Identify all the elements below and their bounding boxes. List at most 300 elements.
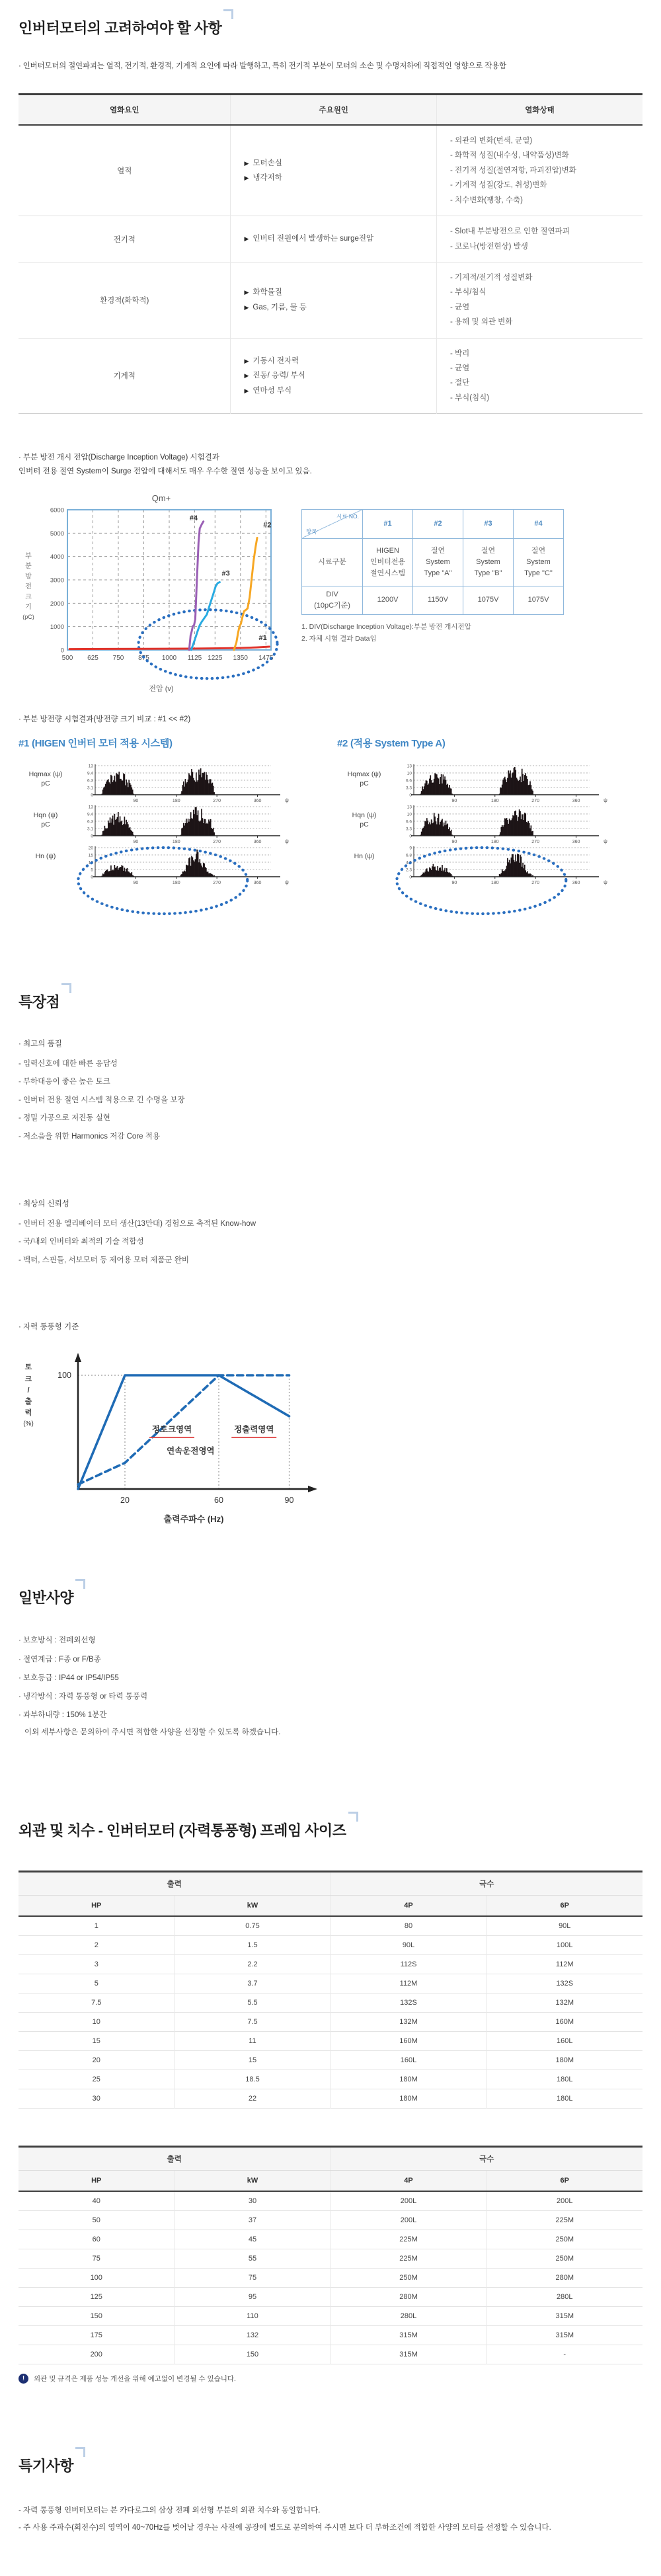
table-row bbox=[19, 1993, 642, 2012]
state-item: - 박리 bbox=[449, 349, 470, 358]
svg-text:0: 0 bbox=[91, 834, 93, 839]
column-header-cell: HP bbox=[19, 2170, 175, 2191]
features-group bbox=[19, 1198, 642, 1270]
sample-row-label bbox=[302, 586, 363, 614]
frame-table-head bbox=[19, 2146, 642, 2191]
features-item: - 부하대응이 좋은 높은 토크 bbox=[19, 1078, 110, 1086]
table-cell: 180L bbox=[486, 2070, 642, 2089]
svg-text:0: 0 bbox=[91, 793, 93, 798]
table-cell: 200 bbox=[90, 2350, 102, 2358]
cause-text: Gas, 기름, 물 등 bbox=[253, 303, 307, 311]
svg-text:360: 360 bbox=[572, 798, 580, 803]
section-dimensions bbox=[19, 1820, 642, 2384]
state-item: - 용해 및 외관 변화 bbox=[449, 318, 513, 327]
cause-text: 화학물질 bbox=[253, 288, 282, 297]
table-cell: 132M bbox=[330, 2012, 486, 2031]
intro-text: · 인버터모터의 절연파괴는 열적, 전기적, 환경적, 기계적 요인에 따라 발행하고, 특히 전기적 부분이 모터의 소손 및 수명저하에 직접적인 영향으로 작용함 bbox=[19, 62, 506, 70]
discharge-heading: · 부분 방전량 시험결과(방전량 크기 비교 : #1 << #2) bbox=[19, 715, 191, 723]
table-cell: 80 bbox=[330, 1916, 486, 1936]
svg-text:750: 750 bbox=[112, 654, 124, 662]
svg-text:정출력영역: 정출력영역 bbox=[234, 1425, 274, 1435]
table-row bbox=[19, 338, 642, 414]
table-cell: 315M bbox=[330, 2325, 486, 2345]
qm-chart-title: Qm+ bbox=[151, 493, 171, 503]
svg-text:270: 270 bbox=[531, 798, 539, 803]
table-cell: 150 bbox=[175, 2345, 330, 2364]
y-label-char: / bbox=[27, 1386, 30, 1394]
value-line: 인버터전용 bbox=[369, 557, 406, 566]
value-line: 1075V bbox=[477, 596, 499, 604]
svg-text:90: 90 bbox=[451, 798, 457, 803]
group-header-cell: 극수 bbox=[330, 1871, 642, 1895]
label-line: (10pC기준) bbox=[314, 601, 350, 610]
svg-text:625: 625 bbox=[87, 654, 98, 662]
svg-text:3.3: 3.3 bbox=[405, 785, 412, 791]
histogram-row bbox=[337, 762, 642, 803]
table-cell: 200L bbox=[486, 2191, 642, 2211]
sample-value-cell bbox=[363, 538, 413, 586]
value-line: Type "A" bbox=[424, 569, 452, 577]
svg-text:1125: 1125 bbox=[187, 654, 202, 662]
page-title bbox=[19, 17, 233, 38]
value-line: System bbox=[526, 557, 551, 566]
torque-chart bbox=[19, 1336, 642, 1529]
table-cell: 20 bbox=[92, 2056, 100, 2064]
qm-chart bbox=[19, 493, 284, 694]
svg-text:90: 90 bbox=[133, 880, 139, 885]
histogram-label-line: pC bbox=[360, 780, 369, 788]
svg-text:6.3: 6.3 bbox=[87, 778, 93, 784]
y-label-char: 전 bbox=[25, 583, 32, 591]
sample-note-line: 2. 자체 시험 결과 Data임 bbox=[301, 634, 377, 643]
frame-table-body bbox=[19, 1916, 642, 2109]
pd-panel-title: #2 (적용 System Type A) bbox=[337, 737, 446, 749]
table-cell: 90L bbox=[330, 1935, 486, 1954]
table-cell: 225M bbox=[486, 2210, 642, 2230]
state-item: - 부식/침식 bbox=[449, 288, 486, 297]
value-line: System bbox=[476, 557, 500, 566]
special-note-item: - 자력 통풍형 인버터모터는 본 카다로그의 삼상 전폐 외선형 부분의 외관 치수와 동일합니다. bbox=[19, 2506, 321, 2515]
triangle-bullet-icon: ▶ bbox=[244, 235, 249, 243]
table-cell: 200L bbox=[330, 2210, 486, 2230]
table-cell: 180M bbox=[330, 2070, 486, 2089]
histogram-label-line: Hqn (ψ) bbox=[33, 811, 58, 819]
value-line: HIGEN bbox=[376, 546, 399, 555]
table-cell: 225M bbox=[330, 2230, 486, 2249]
table-cell: 132M bbox=[486, 1993, 642, 2012]
state-item: - 전기적 성질(절연저항, 파괴전압)변화 bbox=[449, 166, 576, 175]
dimensions-title bbox=[19, 1820, 358, 1840]
sample-table-header-row bbox=[302, 509, 564, 538]
svg-text:출력주파수 (Hz): 출력주파수 (Hz) bbox=[163, 1514, 224, 1525]
special-notes-list bbox=[19, 2502, 642, 2537]
corner-label-top: 시료 NO. bbox=[336, 512, 359, 520]
col-header-state: 열화상태 bbox=[436, 95, 642, 126]
histogram-label-line: pC bbox=[41, 780, 50, 788]
table-cell: 280L bbox=[330, 2306, 486, 2325]
table-row bbox=[19, 2249, 642, 2268]
spec-item: · 과부하내량 : 150% 1분간 bbox=[19, 1711, 107, 1720]
svg-text:100: 100 bbox=[58, 1371, 71, 1381]
features-item: - 국/내외 인버터와 최적의 기술 적합성 bbox=[19, 1238, 144, 1246]
sample-column-header: #3 bbox=[463, 509, 514, 538]
spec-item: · 보호등급 : IP44 or IP54/IP55 bbox=[19, 1673, 119, 1682]
degradation-factor-cell: 전기적 bbox=[113, 235, 136, 244]
histogram-label-line: pC bbox=[41, 821, 50, 829]
table-row bbox=[19, 216, 642, 262]
svg-text:60: 60 bbox=[214, 1496, 223, 1506]
histogram-canvas bbox=[391, 803, 629, 844]
degradation-factor-cell: 환경적(화학적) bbox=[100, 296, 149, 305]
svg-text:0: 0 bbox=[60, 647, 64, 655]
svg-text:6000: 6000 bbox=[50, 506, 64, 514]
histogram-label-line: Hn (ψ) bbox=[35, 852, 56, 860]
svg-text:360: 360 bbox=[572, 839, 580, 844]
svg-text:정토크영역: 정토크영역 bbox=[151, 1425, 192, 1435]
table-cell: 100 bbox=[90, 2273, 102, 2282]
triangle-bullet-icon: ▶ bbox=[244, 387, 249, 394]
table-cell: 160M bbox=[486, 2012, 642, 2031]
histogram-canvas bbox=[391, 844, 629, 922]
value-line: 절연 bbox=[531, 546, 546, 555]
degradation-states-cell bbox=[436, 262, 642, 338]
table-row bbox=[19, 1954, 642, 1974]
degradation-causes-cell bbox=[231, 216, 437, 262]
y-label-char: 출 bbox=[24, 1397, 32, 1406]
table-cell: 7.5 bbox=[91, 1998, 102, 2007]
histogram-row bbox=[337, 803, 642, 844]
svg-text:360: 360 bbox=[253, 839, 262, 844]
column-header-cell: 4P bbox=[330, 1895, 486, 1916]
features-title bbox=[19, 991, 71, 1012]
table-row bbox=[19, 2050, 642, 2070]
cause-item bbox=[244, 368, 423, 383]
degradation-factor-cell: 열적 bbox=[117, 167, 132, 176]
column-header-row bbox=[19, 2170, 642, 2191]
page-title-text: 인버터모터의 고려하여야 할 사항 bbox=[19, 20, 222, 36]
svg-text:ψ: ψ bbox=[603, 879, 607, 885]
column-header-row bbox=[19, 1895, 642, 1916]
svg-text:3.1: 3.1 bbox=[87, 785, 93, 791]
table-cell: 25 bbox=[92, 2075, 100, 2083]
special-notes-title bbox=[19, 2455, 85, 2475]
histogram-canvas bbox=[391, 762, 629, 803]
y-label-char: 부 bbox=[25, 552, 32, 560]
spec-item: · 보호방식 : 전폐외선형 bbox=[19, 1636, 96, 1645]
table-cell: 75 bbox=[175, 2268, 330, 2287]
histogram-label bbox=[19, 844, 73, 862]
spec-item: · 절연계급 : F종 or F/B종 bbox=[19, 1655, 101, 1664]
value-line: 1150V bbox=[428, 596, 448, 604]
table-cell: 315M bbox=[330, 2345, 486, 2364]
frame-table-body bbox=[19, 2191, 642, 2364]
svg-text:연속운전영역: 연속운전영역 bbox=[167, 1447, 215, 1457]
table-cell: 280M bbox=[330, 2287, 486, 2306]
svg-text:90: 90 bbox=[451, 839, 457, 844]
sample-value-cell bbox=[463, 538, 514, 586]
svg-text:6.8: 6.8 bbox=[405, 853, 412, 858]
table-cell: 250M bbox=[330, 2268, 486, 2287]
sample-table-notes bbox=[301, 622, 564, 645]
state-item: - 외관의 변화(번색, 균열) bbox=[449, 137, 533, 145]
sample-column-header: #4 bbox=[514, 509, 564, 538]
table-row bbox=[19, 2345, 642, 2364]
degradation-factor-cell: 기계적 bbox=[113, 372, 136, 381]
histogram-label bbox=[337, 762, 391, 789]
triangle-bullet-icon: ▶ bbox=[244, 159, 249, 167]
general-spec-list bbox=[19, 1631, 642, 1741]
state-item: - 기계적/전기적 성질변화 bbox=[449, 273, 533, 282]
diagonal-corner-cell bbox=[302, 509, 363, 538]
y-label-char: 크 bbox=[24, 1375, 32, 1383]
triangle-bullet-icon: ▶ bbox=[244, 372, 249, 380]
degradation-causes-cell bbox=[231, 262, 437, 338]
sample-row-label bbox=[302, 538, 363, 586]
svg-text:20: 20 bbox=[120, 1496, 130, 1506]
histogram-label bbox=[337, 803, 391, 830]
y-label-char: 방 bbox=[25, 573, 32, 581]
table-cell: 30 bbox=[175, 2191, 330, 2211]
features-group bbox=[19, 1038, 642, 1147]
cause-item bbox=[244, 354, 423, 368]
degradation-table bbox=[19, 93, 642, 414]
svg-text:13: 13 bbox=[88, 805, 93, 810]
dimensions-title-text: 외관 및 치수 - 인버터모터 (자력통풍형) 프레임 사이즈 bbox=[19, 1822, 346, 1839]
table-row bbox=[302, 538, 564, 586]
svg-text:9.4: 9.4 bbox=[87, 812, 93, 817]
torque-chart-canvas bbox=[38, 1336, 349, 1529]
y-label-unit: (%) bbox=[23, 1420, 34, 1428]
table-cell: 112S bbox=[330, 1954, 486, 1974]
value-line: 1200V bbox=[377, 596, 399, 604]
state-item: - Slot내 부분방전으로 인한 절연파괴 bbox=[449, 227, 570, 236]
sample-note-line: 1. DIV(Discharge Inception Voltage):부분 방전 개시전압 bbox=[301, 622, 471, 631]
table-cell: 132S bbox=[330, 1993, 486, 2012]
div-test-line1: · 부분 방전 개시 전압(Discharge Inception Voltage) 시험결과 bbox=[19, 454, 219, 462]
corner-label-bottom: 항목 bbox=[306, 528, 317, 535]
table-cell: 5.5 bbox=[175, 1993, 330, 2012]
table-cell: 37 bbox=[175, 2210, 330, 2230]
table-cell: 1.5 bbox=[175, 1935, 330, 1954]
sample-value-cell bbox=[413, 538, 463, 586]
features-item: - 벡터, 스핀들, 서보모터 등 제어용 모터 제품군 완비 bbox=[19, 1256, 189, 1264]
label-line: 시료구분 bbox=[318, 557, 346, 566]
frame-table-head bbox=[19, 1871, 642, 1916]
table-cell: 125 bbox=[90, 2292, 102, 2301]
table-cell: 132 bbox=[175, 2325, 330, 2345]
table-cell: 7.5 bbox=[175, 2012, 330, 2031]
column-header-cell: 6P bbox=[486, 1895, 642, 1916]
features-item: - 정밀 가공으로 저진동 실현 bbox=[19, 1114, 110, 1123]
svg-text:90: 90 bbox=[133, 798, 139, 803]
svg-text:0: 0 bbox=[409, 875, 412, 880]
histogram-row bbox=[19, 803, 324, 844]
features-item: - 인버터 전용 엘리베이터 모터 생산(13만대) 경험으로 축적된 Know-how bbox=[19, 1219, 256, 1228]
pd-panel bbox=[337, 736, 642, 922]
spec-item: · 냉각방식 : 자력 통풍형 or 타력 통풍력 bbox=[19, 1692, 148, 1701]
degradation-causes-cell bbox=[231, 125, 437, 216]
sample-column-header: #1 bbox=[363, 509, 413, 538]
svg-text:6.6: 6.6 bbox=[405, 819, 412, 825]
column-header-cell: 6P bbox=[486, 2170, 642, 2191]
table-cell: 180M bbox=[330, 2089, 486, 2108]
cause-text: 기동시 전자력 bbox=[253, 356, 299, 365]
partial-discharge-panels bbox=[19, 736, 642, 922]
svg-text:ψ: ψ bbox=[285, 838, 289, 844]
svg-text:#1: #1 bbox=[258, 633, 267, 642]
svg-text:10: 10 bbox=[88, 860, 93, 865]
cause-item bbox=[244, 285, 423, 300]
svg-text:2.3: 2.3 bbox=[405, 867, 412, 873]
histogram-label-line: Hqmax (ψ) bbox=[347, 770, 381, 778]
svg-text:180: 180 bbox=[172, 839, 180, 844]
table-cell: 110 bbox=[175, 2306, 330, 2325]
svg-text:1475: 1475 bbox=[258, 654, 274, 662]
frame-size-table bbox=[19, 2146, 642, 2364]
table-row bbox=[19, 1974, 642, 1993]
value-line: Type "C" bbox=[524, 569, 553, 577]
table-row bbox=[19, 2089, 642, 2108]
table-row bbox=[19, 262, 642, 338]
table-cell: 50 bbox=[92, 2216, 100, 2224]
table-row bbox=[19, 2012, 642, 2031]
table-cell: 55 bbox=[175, 2249, 330, 2268]
table-cell: 180M bbox=[486, 2050, 642, 2070]
degradation-table-header-row bbox=[19, 95, 642, 126]
table-row bbox=[19, 125, 642, 216]
table-cell: 315M bbox=[486, 2306, 642, 2325]
y-label-char: 력 bbox=[24, 1408, 32, 1417]
svg-text:180: 180 bbox=[490, 798, 499, 803]
state-item: - 균열 bbox=[449, 364, 470, 373]
table-row bbox=[19, 1916, 642, 1936]
svg-text:4.5: 4.5 bbox=[405, 860, 412, 865]
table-cell: 5 bbox=[94, 1979, 98, 1988]
degradation-states-cell bbox=[436, 125, 642, 216]
table-cell: 30 bbox=[92, 2094, 100, 2103]
table-cell: 15 bbox=[92, 2036, 100, 2045]
table-cell: 112M bbox=[330, 1974, 486, 1993]
triangle-bullet-icon: ▶ bbox=[244, 175, 249, 182]
triangle-bullet-icon: ▶ bbox=[244, 357, 249, 364]
svg-text:ψ: ψ bbox=[285, 797, 289, 803]
table-cell: 22 bbox=[175, 2089, 330, 2108]
svg-text:6.6: 6.6 bbox=[405, 778, 412, 784]
state-item: - 기계적 성질(강도, 취성)변화 bbox=[449, 181, 547, 190]
table-cell: 2 bbox=[94, 1941, 98, 1949]
column-header-cell: kW bbox=[175, 1895, 330, 1916]
triangle-bullet-icon: ▶ bbox=[244, 303, 249, 311]
value-line: System bbox=[426, 557, 450, 566]
table-cell: 160L bbox=[330, 2050, 486, 2070]
svg-text:6.3: 6.3 bbox=[87, 819, 93, 825]
cause-text: 연마성 부식 bbox=[253, 386, 292, 395]
table-row bbox=[19, 2268, 642, 2287]
histogram-canvas bbox=[73, 803, 311, 844]
table-row bbox=[19, 2325, 642, 2345]
svg-text:10: 10 bbox=[407, 771, 412, 776]
svg-text:9.4: 9.4 bbox=[87, 771, 93, 776]
table-cell: 3 bbox=[94, 1960, 98, 1968]
table-row bbox=[19, 1935, 642, 1954]
table-cell: 2.2 bbox=[175, 1954, 330, 1974]
section-general-spec bbox=[19, 1587, 642, 1741]
value-line: 절연시스템 bbox=[369, 569, 406, 577]
column-header-cell: kW bbox=[175, 2170, 330, 2191]
table-cell: 250M bbox=[486, 2249, 642, 2268]
svg-text:90: 90 bbox=[451, 880, 457, 885]
svg-text:9: 9 bbox=[409, 846, 412, 851]
pd-panel-title: #1 (HIGEN 인버터 모터 적용 시스템) bbox=[19, 737, 173, 749]
svg-text:180: 180 bbox=[172, 880, 180, 885]
sample-value-cell bbox=[463, 586, 514, 614]
value-line: 절연 bbox=[430, 546, 446, 555]
svg-text:#2: #2 bbox=[263, 521, 272, 530]
sample-value-cell bbox=[413, 586, 463, 614]
torque-chart-caption: · 자력 통풍형 기준 bbox=[19, 1323, 79, 1332]
state-item: - 화학적 성질(내수성, 내약품성)변화 bbox=[449, 151, 569, 160]
label-line: DIV bbox=[326, 590, 338, 598]
svg-text:0: 0 bbox=[409, 793, 412, 798]
svg-text:5: 5 bbox=[91, 867, 93, 873]
y-label-char: 토 bbox=[24, 1363, 32, 1372]
svg-text:ψ: ψ bbox=[603, 797, 607, 803]
cause-item bbox=[244, 383, 423, 398]
y-label-char: 크 bbox=[25, 593, 32, 601]
svg-text:ψ: ψ bbox=[603, 838, 607, 844]
qm-y-axis-label bbox=[19, 551, 38, 622]
sample-value-cell bbox=[514, 586, 564, 614]
svg-text:20: 20 bbox=[88, 846, 93, 851]
corner-bracket-icon bbox=[75, 1579, 85, 1589]
exclamation-circle-icon: ! bbox=[19, 2374, 28, 2384]
svg-text:#3: #3 bbox=[221, 569, 230, 578]
y-label-char: 기 bbox=[25, 604, 32, 612]
qm-block bbox=[19, 493, 642, 694]
group-header-cell: 극수 bbox=[330, 2146, 642, 2170]
svg-text:4000: 4000 bbox=[50, 553, 64, 561]
cause-text: 진동/ 응력/ 부식 bbox=[253, 372, 305, 380]
histogram-row bbox=[19, 762, 324, 803]
svg-text:180: 180 bbox=[490, 880, 499, 885]
table-cell: 280L bbox=[486, 2287, 642, 2306]
table-row bbox=[302, 586, 564, 614]
svg-text:15: 15 bbox=[88, 853, 93, 858]
svg-text:270: 270 bbox=[531, 880, 539, 885]
svg-text:3.1: 3.1 bbox=[87, 826, 93, 832]
state-item: - 부식(침식) bbox=[449, 393, 490, 402]
table-row bbox=[19, 2031, 642, 2050]
svg-text:270: 270 bbox=[213, 798, 221, 803]
svg-text:1000: 1000 bbox=[161, 654, 177, 662]
table-cell: 15 bbox=[175, 2050, 330, 2070]
group-header-row bbox=[19, 2146, 642, 2170]
div-test-text bbox=[19, 451, 642, 478]
cause-item bbox=[244, 156, 423, 171]
corner-bracket-icon bbox=[75, 2447, 85, 2457]
table-cell: 180L bbox=[486, 2089, 642, 2108]
qm-x-axis-label: 전압 (v) bbox=[149, 684, 174, 693]
table-row bbox=[19, 2230, 642, 2249]
triangle-bullet-icon: ▶ bbox=[244, 289, 249, 296]
svg-text:3000: 3000 bbox=[50, 577, 64, 584]
histogram-label bbox=[337, 844, 391, 862]
table-cell: 1 bbox=[94, 1921, 98, 1930]
table-note bbox=[19, 2374, 642, 2384]
table-cell: 18.5 bbox=[175, 2070, 330, 2089]
cause-item bbox=[244, 300, 423, 315]
svg-text:#4: #4 bbox=[189, 514, 198, 522]
